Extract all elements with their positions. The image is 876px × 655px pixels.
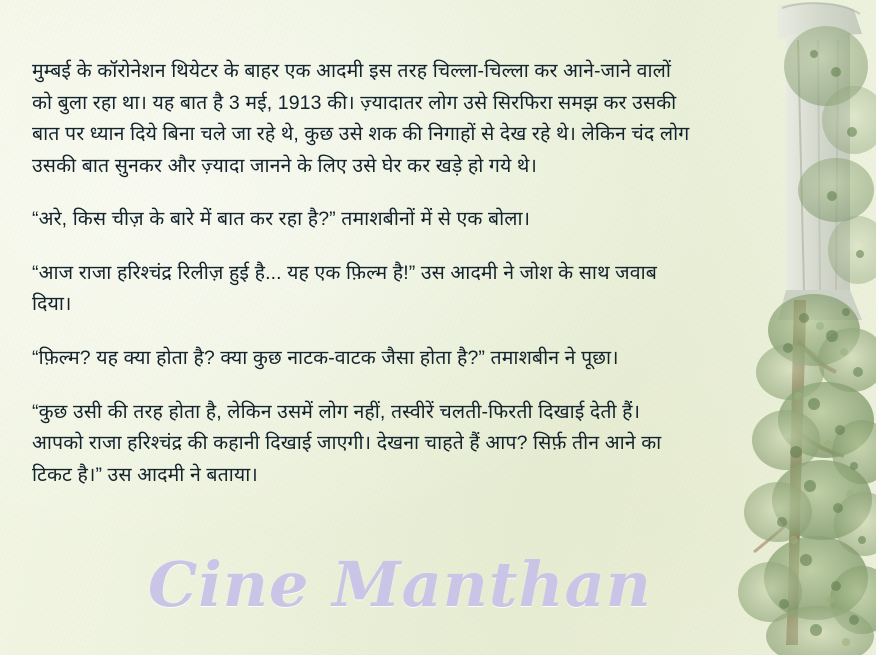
watercolor-tree-and-pillar-illustration <box>686 0 876 655</box>
article-body <box>32 56 692 491</box>
tree-foliage <box>738 26 876 655</box>
tree-trunk <box>754 300 844 645</box>
illustration-svg <box>686 0 876 655</box>
paragraph: “फ़िल्म? यह क्या होता है? क्या कुछ नाटक-वाटक जैसा होता है?” तमाशबीन ने पूछा। <box>32 347 619 370</box>
paragraph: “कुछ उसी की तरह होता है, लेकिन उसमें लोग नहीं, तस्वीरें चलती-फिरती दिखाई देती हैं। आपको राजा हरिश्चंद्र की कहानी दिखाई जाएगी। देखना चाहते हैं आप? सिर्फ़ तीन आने का टिकट है।” उस आदमी ने बताया। <box>32 400 662 486</box>
paragraph: “अरे, किस चीज़ के बारे में बात कर रहा है?” तमाशबीनों में से एक बोला। <box>32 208 531 231</box>
paragraph: “आज राजा हरिश्चंद्र रिलीज़ हुई है... यह एक फ़िल्म है!” उस आदमी ने जोश के साथ जवाब दिया। <box>32 261 657 316</box>
watermark-text: Cine Manthan <box>148 548 652 621</box>
paragraph: मुम्बई के कॉरोनेशन थियेटर के बाहर एक आदमी इस तरह चिल्ला-चिल्ला कर आने-जाने वालों को बुला रहा था। यह बात है 3 मई, 1913 की। ज़्यादातर लोग उसे सिरफिरा समझ कर उसकी बात पर ध्यान दिये बिना चले जा रहे थे, कुछ उसे शक की निगाहों से देख रहे थे। लेकिन चंद लोग उसकी बात सुनकर और ज़्यादा जानने के लिए उसे घेर कर खड़े हो गये थे। <box>32 60 690 177</box>
pillar-shape <box>778 3 862 320</box>
